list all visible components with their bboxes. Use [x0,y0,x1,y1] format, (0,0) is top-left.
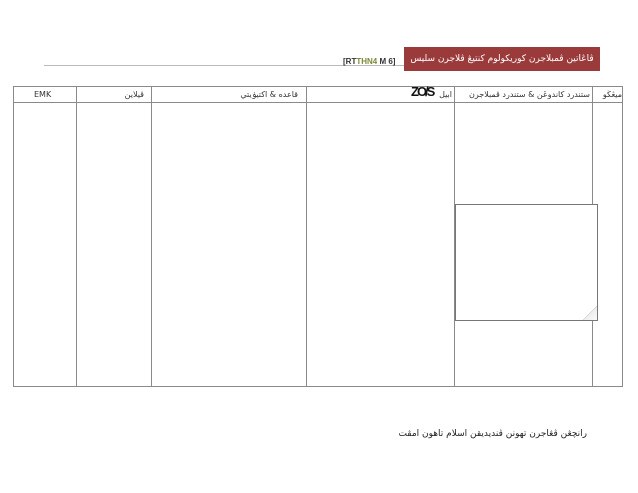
page-title: ڤاڠاتين ڤمبلاجرن كوريكولوم كنتيڠ ڤلاجرن سليس [410,54,594,64]
note-fold-corner [583,306,597,320]
code-prefix: [RT [343,57,357,66]
column-divider [151,87,152,386]
column-header-label: EMK [34,90,52,99]
header-row-divider [14,102,622,103]
column-header-activity [154,87,298,102]
code-accent: THN4 [356,57,378,66]
column-header-label: ميڠڬو [602,90,622,99]
code-suffix: M 6] [377,57,396,66]
document-code [343,57,395,66]
column-header-label: ڤيلاين [124,90,144,99]
overlapping-marker: ZO/S [411,84,434,99]
column-header-label: ابيل [439,90,452,99]
column-header-pelaian [78,87,144,102]
footer-caption: رانچڠن ڤڠاجرن تهونن ڤنديديقن اسلام تاهون امڤت [398,429,587,439]
column-divider [306,87,307,386]
sticky-note [455,204,598,321]
column-divider [76,87,77,386]
column-header-label: قاعده & اكتيۏيتي [240,90,298,99]
column-header-label: ستندرد كاندوڠن & ستندرد ڤمبلاجرن [469,90,590,99]
column-header-standard [456,87,590,102]
title-banner [404,47,600,71]
column-header-emk [34,87,74,102]
column-header-week [594,87,622,102]
